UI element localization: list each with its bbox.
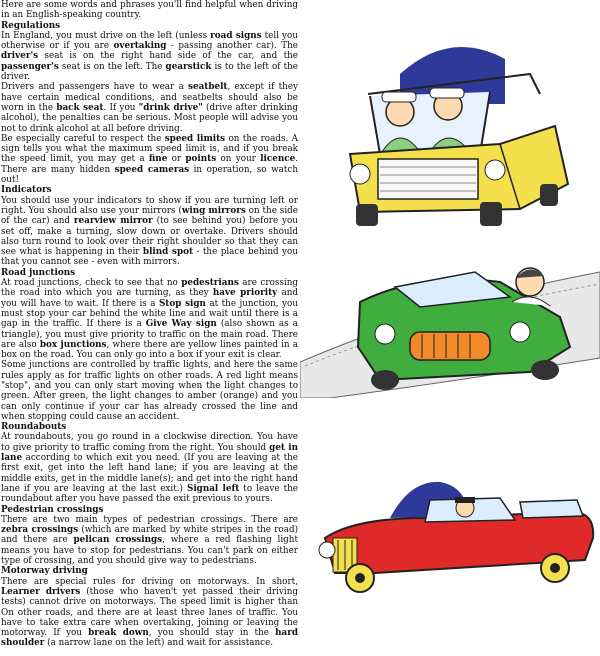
key-term: Signal left — [186, 483, 240, 494]
green-car-illustration — [300, 262, 600, 398]
key-term: blind spot — [142, 247, 194, 258]
text-run: on your — [216, 154, 261, 165]
key-term: box junctions — [39, 339, 107, 350]
key-term: passenger's — [1, 61, 59, 72]
key-term: "drink drive" — [138, 102, 203, 113]
section-heading: Regulations — [1, 20, 61, 31]
section-paragraph — [1, 134, 298, 185]
key-term: Give Way sign — [145, 319, 217, 330]
section-paragraph — [1, 278, 298, 360]
article-text — [1, 0, 298, 649]
key-term: road signs — [210, 30, 262, 41]
key-term: fine — [148, 154, 168, 165]
key-term: zebra crossings — [1, 525, 79, 536]
text-run: (drive after drinking alcohol), the penalties can be serious. Most people will advise you not to drink alcohol at all before driving. — [1, 102, 299, 134]
text-run: Drivers and passengers have to wear a — [1, 82, 189, 93]
text-run: are crossing the road into which you are turning, as they — [1, 278, 298, 299]
text-run: There are two main types of pedestrian crossings. There are — [1, 514, 298, 525]
text-run: (also shown as a triangle), you must give priority to traffic on the main road. There are also — [1, 319, 298, 350]
red-limousine-illustration — [315, 478, 600, 596]
section-paragraph — [1, 82, 298, 133]
yellow-car-illustration — [330, 34, 580, 230]
key-term: overtaking — [113, 41, 167, 52]
section-paragraph — [1, 432, 298, 504]
key-term: gearstick — [165, 61, 212, 72]
intro-paragraph: Here are some words and phrases you'll find helpful when driving in an English-speaking country. — [1, 0, 298, 21]
key-term: back seat — [56, 102, 104, 113]
key-term: hard shoulder — [1, 628, 298, 649]
key-term: have priority — [212, 288, 278, 299]
text-run: on the roads. A sign tells you what the maximum speed limit is, and if you break the speed limit, you may get a — [1, 133, 298, 165]
text-run: according to which exit you need. (If you are leaving at the first exit, get into the left hand lane; if you are leaving at the middle exits, get in the middle lane(s); and get into the right hand lane if you are leaving at the last exit.) — [1, 453, 298, 494]
key-term: break down — [88, 628, 149, 639]
text-run: , except if they have certain medical conditions, and seatbelts should also be worn in the — [1, 82, 298, 113]
section-paragraph — [1, 31, 298, 82]
text-run: . If you — [103, 102, 139, 113]
text-run: (to see behind you) before you set off, make a turning, slow down or overtake. Drivers should also turn round to look over their right shoulder so that they can see what is happening in their — [1, 216, 298, 258]
text-run: There are special rules for driving on motorways. In short, — [1, 576, 298, 587]
text-run: and you will have to wait. If there is a — [1, 288, 299, 309]
text-run: to leave the roundabout after you have passed the exit previous to yours. — [1, 483, 298, 505]
text-run: At roundabouts, you go round in a clockwise direction. You have to give priority to traffic coming from the right. You should — [1, 432, 298, 453]
sections — [1, 21, 298, 649]
text-run: , where a red flashing light means you have to stop for pedestrians. You can't park on either type of crossing, and you should give way to pedestrians. — [1, 535, 298, 567]
section-heading: Road junctions — [1, 267, 76, 278]
section-heading: Indicators — [1, 185, 52, 196]
text-run: . There are many hidden — [1, 154, 298, 175]
text-run: seat is on the left. The — [58, 61, 166, 72]
text-run: (which are marked by white stripes in the road) and there are — [1, 525, 299, 546]
section-paragraph — [1, 577, 298, 649]
text-run: is to the left of the driver. — [1, 61, 298, 83]
key-term: pelican crossings — [73, 535, 163, 546]
text-run: (those who haven't yet passed their driving tests) cannot drive on motorways. The speed limit is higher than On other roads, and there are at least three lanes of traffic. You have to take extra care when overtaking, joining or leaving the motorway. If you — [1, 586, 298, 639]
key-term: points — [185, 154, 217, 165]
text-run: , you should stay in the — [148, 628, 276, 639]
key-term: licence — [260, 154, 296, 165]
key-term: rearview mirror — [73, 216, 153, 227]
text-run: on the side of the car) and — [1, 205, 298, 227]
key-term: speed cameras — [114, 164, 190, 175]
text-run: At road junctions, check to see that no — [1, 278, 182, 289]
text-run: or — [167, 154, 186, 165]
text-run: , where there are yellow lines painted in a box on the road. You can only go into a box if your exit is clear. — [1, 339, 299, 361]
key-term: get in lane — [1, 442, 298, 464]
key-term: speed limits — [164, 133, 226, 144]
section-heading: Motorway driving — [1, 566, 88, 577]
section-heading: Roundabouts — [1, 422, 67, 433]
text-run: at the junction, you must stop your car behind the white line and wait until there is a gap in the traffic. If there is a — [1, 298, 298, 330]
section-paragraph — [1, 360, 298, 422]
section-paragraph — [1, 515, 298, 566]
key-term: wing mirrors — [181, 205, 246, 216]
text-run: Be especially careful to respect the — [1, 133, 165, 144]
section-heading: Pedestrian crossings — [1, 504, 104, 515]
text-run: tell you otherwise or if you are — [1, 30, 298, 52]
key-term: pedestrians — [181, 278, 239, 289]
key-term: Stop sign — [158, 298, 206, 309]
text-run: seat is on the right hand side of the car, and the — [38, 51, 298, 62]
text-run: In England, you must drive on the left (unless — [1, 30, 211, 41]
key-term: Learner drivers — [1, 586, 81, 597]
text-run: in operation, so watch out! — [1, 164, 298, 186]
section-paragraph — [1, 196, 298, 268]
text-run: - the place behind you that you cannot see - even with mirrors. — [1, 247, 298, 268]
key-term: driver's — [1, 51, 39, 62]
text-run: (a narrow lane on the left) and wait for assistance. — [44, 638, 274, 649]
key-term: seatbelt — [188, 82, 228, 93]
text-run: You should use your indicators to show if you are turning left or right. You should also use your mirrors ( — [1, 195, 298, 216]
text-run: - passing another car). The — [166, 41, 298, 52]
text-run: Some junctions are controlled by traffic lights, and here the same rules apply as for traffic lights on other roads. A red light means "stop", and you can only start moving when the light changes to green. After green, the light changes to amber (orange) and you can only continue if your car has already crossed the line and when stopping could cause an accident. — [1, 360, 298, 422]
